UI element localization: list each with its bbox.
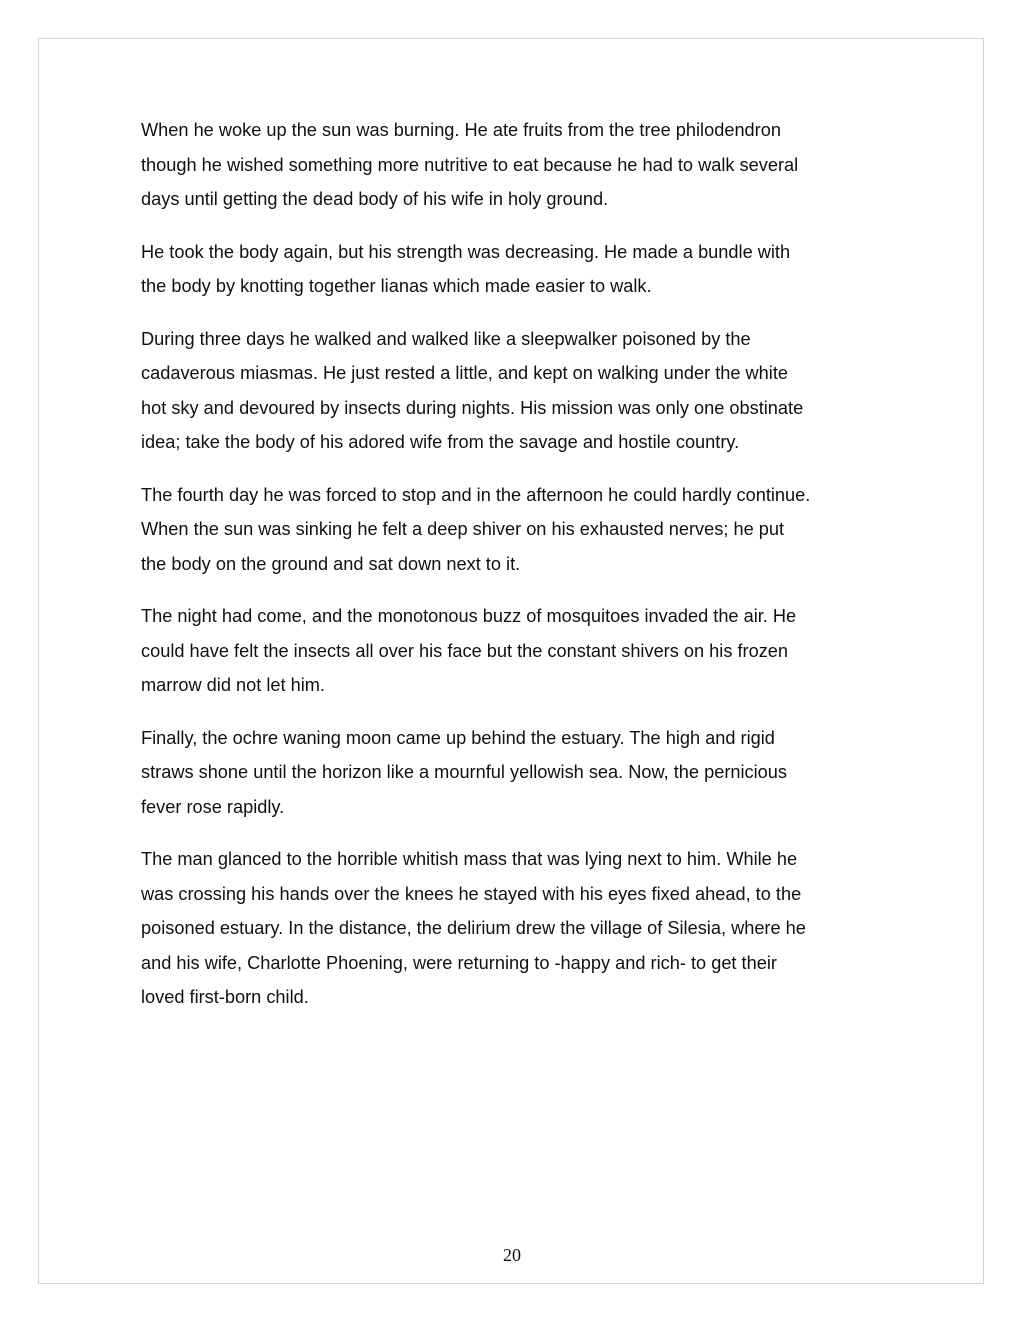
paragraph-5 xyxy=(141,599,886,703)
paragraph-line: days until getting the dead body of his wife in holy ground. xyxy=(141,189,609,209)
paragraph-line: During three days he walked and walked like a sleepwalker poisoned by the xyxy=(141,328,751,349)
paragraph-line: The fourth day he was forced to stop and in the afternoon he could hardly continue. xyxy=(141,484,811,505)
paragraph-line: fever rose rapidly. xyxy=(141,796,285,817)
paragraph-line: When the sun was sinking he felt a deep shiver on his exhausted nerves; he put xyxy=(141,519,785,539)
paragraph-2 xyxy=(141,235,886,304)
paragraph-6 xyxy=(141,721,886,825)
paragraph-4 xyxy=(141,478,886,582)
paragraph-line: The man glanced to the horrible whitish mass that was lying next to him. While he xyxy=(141,849,798,869)
paragraph-line: marrow did not let him. xyxy=(141,675,325,695)
paragraph-line: cadaverous miasmas. He just rested a little, and kept on walking under the white xyxy=(141,363,789,383)
paragraph-line: loved first-born child. xyxy=(141,987,309,1007)
paragraph-line: Finally, the ochre waning moon came up behind the estuary. The high and rigid xyxy=(141,727,775,748)
paragraph-7 xyxy=(141,842,886,1015)
paragraph-line: idea; take the body of his adored wife from the savage and hostile country. xyxy=(141,432,740,452)
paragraph-1 xyxy=(141,113,886,217)
paragraph-line: hot sky and devoured by insects during nights. His mission was only one obstinate xyxy=(141,397,804,418)
body-text xyxy=(141,113,886,1033)
paragraph-line: straws shone until the horizon like a mournful yellowish sea. Now, the pernicious xyxy=(141,762,787,782)
paragraph-line: poisoned estuary. In the distance, the delirium drew the village of Silesia, where he xyxy=(141,918,806,938)
paragraph-line: and his wife, Charlotte Phoening, were returning to -happy and rich- to get their xyxy=(141,952,777,973)
paragraph-line: was crossing his hands over the knees he stayed with his eyes fixed ahead, to the xyxy=(141,883,802,904)
paragraph-line: The night had come, and the monotonous buzz of mosquitoes invaded the air. He xyxy=(141,606,797,626)
paragraph-line: He took the body again, but his strength was decreasing. He made a bundle with xyxy=(141,241,791,262)
paragraph-line: When he woke up the sun was burning. He ate fruits from the tree philodendron xyxy=(141,120,781,140)
paragraph-3 xyxy=(141,322,886,460)
paragraph-line: the body on the ground and sat down next to it. xyxy=(141,553,521,574)
paragraph-line: though he wished something more nutritive to eat because he had to walk several xyxy=(141,154,799,175)
paragraph-line: the body by knotting together lianas which made easier to walk. xyxy=(141,276,652,296)
page-number: 20 xyxy=(503,1245,521,1265)
paragraph-line: could have felt the insects all over his face but the constant shivers on his frozen xyxy=(141,640,789,661)
